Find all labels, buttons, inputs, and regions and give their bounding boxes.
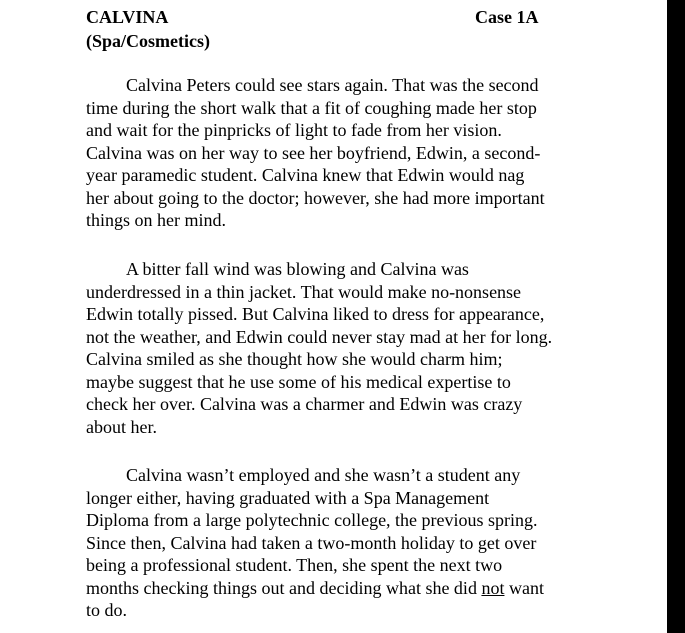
paragraph-line: Since then, Calvina had taken a two-month holiday to get over	[86, 532, 537, 553]
paragraph-line: Diploma from a large polytechnic college, the previous spring.	[86, 510, 538, 530]
paragraph-line: A bitter fall wind was blowing and Calvina was	[126, 259, 469, 279]
paragraph-line: things on her mind.	[86, 210, 226, 230]
paragraph-line: not the weather, and Edwin could never stay mad at her for long.	[86, 326, 553, 347]
paragraph-line: being a professional student. Then, she spent the next two	[86, 555, 503, 575]
paragraph-line: year paramedic student. Calvina knew that Edwin would nag	[86, 165, 525, 185]
paragraph-line: Calvina was on her way to see her boyfriend, Edwin, a second-	[86, 142, 541, 163]
paragraph-1	[86, 74, 616, 232]
paragraph-3	[86, 464, 616, 622]
case-category-heading: (Spa/Cosmetics)	[86, 31, 210, 51]
paragraph-line: maybe suggest that he use some of his medical expertise to	[86, 371, 511, 392]
underlined-word: not	[481, 577, 505, 598]
paragraph-line: time during the short walk that a fit of coughing made her stop	[86, 97, 537, 118]
paragraph-line	[86, 577, 616, 600]
paragraph-line: to do.	[86, 600, 128, 620]
paragraph-line: Edwin totally pissed. But Calvina liked to dress for appearance,	[86, 304, 545, 324]
paragraph-line: Calvina Peters could see stars again. That was the second	[126, 75, 539, 95]
line-text-end: want	[504, 577, 544, 598]
case-name-heading: CALVINA	[86, 7, 169, 27]
paragraph-line: check her over. Calvina was a charmer and Edwin was crazy	[86, 394, 523, 414]
paragraph-line: and wait for the pinpricks of light to fade from her vision.	[86, 120, 502, 140]
paragraph-line: underdressed in a thin jacket. That would make no-nonsense	[86, 281, 522, 302]
paragraph-line: about her.	[86, 416, 157, 437]
paragraph-2	[86, 258, 616, 438]
line-text: months checking things out and deciding what she did	[86, 577, 482, 598]
paragraph-line: Calvina wasn’t employed and she wasn’t a student any	[126, 465, 521, 485]
case-number-label: Case 1A	[475, 7, 539, 27]
paragraph-line: longer either, having graduated with a Spa Management	[86, 487, 490, 508]
paragraph-line: her about going to the doctor; however, she had more important	[86, 187, 545, 208]
paragraph-line: Calvina smiled as she thought how she would charm him;	[86, 349, 503, 369]
